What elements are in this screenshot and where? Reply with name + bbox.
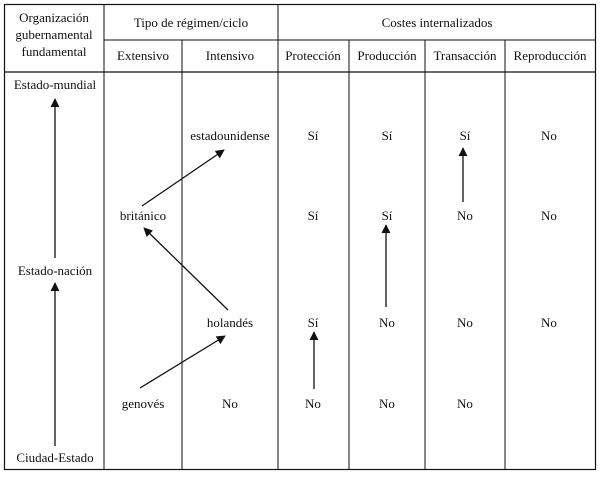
cell-british-reproduction: No — [541, 208, 557, 223]
regime-genoese-intensive: No — [222, 396, 238, 411]
cell-dutch-production: No — [379, 315, 395, 330]
header-regime: Tipo de régimen/ciclo — [133, 15, 249, 30]
cell-us-transaction: Sí — [459, 128, 471, 143]
header-protection: Protección — [285, 48, 341, 63]
cell-british-transaction: No — [457, 208, 473, 223]
regime-genoese: genovés — [121, 396, 165, 411]
header-org-line3: fundamental — [21, 44, 87, 59]
cell-us-reproduction: No — [541, 128, 557, 143]
cell-us-production: Sí — [381, 128, 393, 143]
cell-british-protection: Sí — [307, 208, 319, 223]
regime-dutch: holandés — [206, 315, 254, 330]
header-transaction: Transacción — [433, 48, 497, 63]
org-level-nation: Estado-nación — [17, 263, 93, 278]
cell-dutch-reproduction: No — [541, 315, 557, 330]
header-intensive: Intensivo — [205, 48, 255, 63]
org-level-world: Estado-mundial — [13, 77, 97, 92]
regime-british: británico — [119, 208, 167, 223]
table-grid — [4, 5, 596, 471]
cell-dutch-transaction: No — [457, 315, 473, 330]
cell-genoese-protection: No — [305, 396, 321, 411]
cell-dutch-protection: Sí — [307, 315, 319, 330]
header-org-line2: gubernamental — [15, 27, 93, 42]
regime-us: estadounidense — [190, 128, 270, 143]
org-level-city: Ciudad-Estado — [16, 450, 94, 465]
header-reproduction: Reproducción — [513, 48, 587, 63]
cell-genoese-production: No — [379, 396, 395, 411]
arrow-british-to-us — [142, 150, 224, 206]
header-costs: Costes internalizados — [381, 15, 493, 30]
header-org-line1: Organización — [19, 10, 89, 25]
header-extensive: Extensivo — [117, 48, 169, 63]
cell-us-protection: Sí — [307, 128, 319, 143]
cell-genoese-transaction: No — [457, 396, 473, 411]
header-production: Producción — [357, 48, 417, 63]
cell-british-production: Sí — [381, 208, 393, 223]
arrow-dutch-to-british — [144, 228, 228, 310]
